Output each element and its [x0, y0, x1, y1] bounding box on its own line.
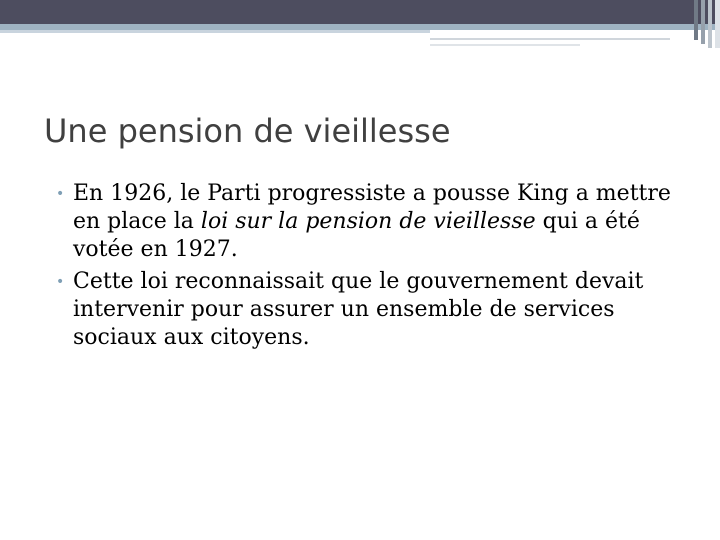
- bullet-text: En 1926, le Parti progressiste a pousse King a mettre en place la: [73, 181, 671, 234]
- bullet-item-social-services: [56, 268, 676, 352]
- bullet-text-end: qui a été votée en 1927.: [73, 209, 640, 262]
- header-rule-line: [430, 38, 670, 40]
- corner-stripe: [701, 0, 705, 44]
- header-band: [0, 0, 720, 24]
- bullet-icon: •: [56, 274, 65, 290]
- bullet-icon: •: [56, 186, 65, 202]
- header-rule-line-short: [430, 44, 580, 46]
- bullet-emphasis: loi sur la pension de vieillesse: [200, 209, 536, 234]
- corner-stripe: [715, 0, 720, 48]
- bullet-item-pension-law: [56, 180, 676, 264]
- bullet-text: Cette loi reconnaissait que le gouvernement devait intervenir pour assurer un ensemble de services sociaux aux citoyens.: [73, 269, 644, 350]
- bullet-list: [56, 180, 676, 356]
- slide-title: Une pension de vieillesse: [44, 112, 451, 150]
- header-accent-bar-light: [0, 30, 430, 33]
- corner-stripe: [694, 0, 698, 40]
- corner-stripe: [708, 0, 712, 48]
